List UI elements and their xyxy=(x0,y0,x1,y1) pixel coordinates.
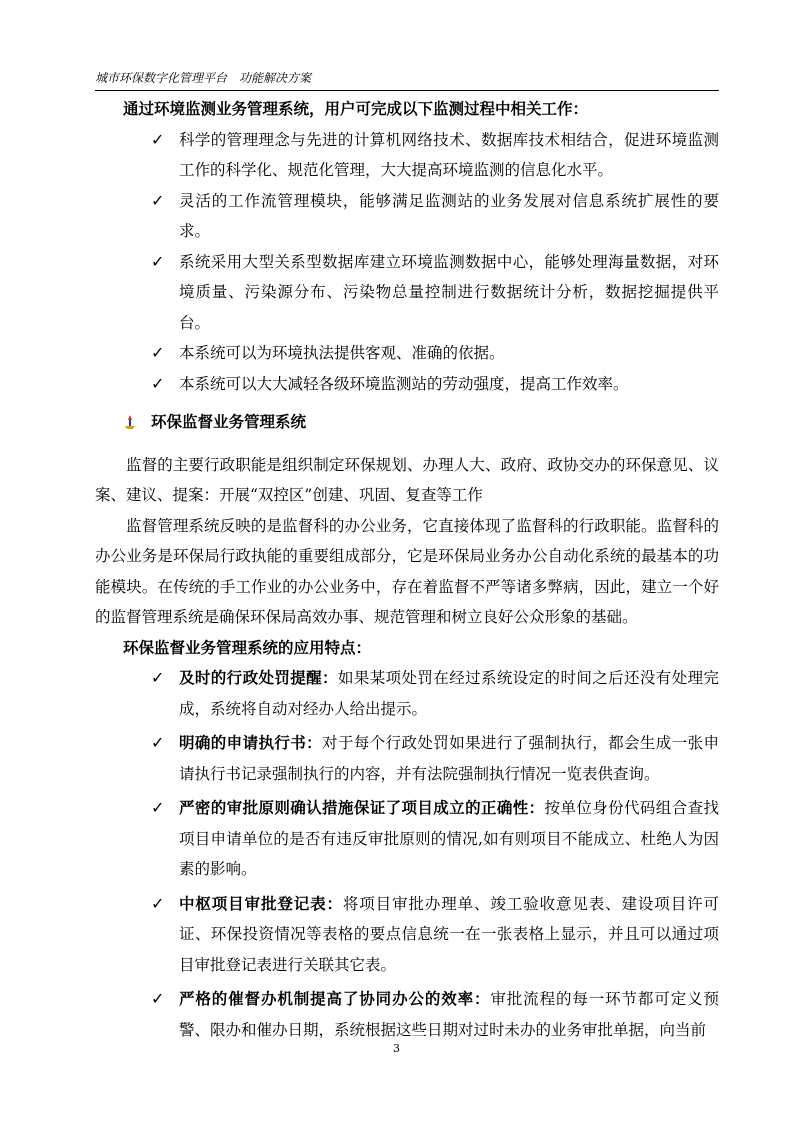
list-item xyxy=(95,793,719,885)
check-icon: ✓ xyxy=(151,373,165,393)
list-item xyxy=(95,663,719,724)
list-item-text: 灵活的工作流管理模块，能够满足监测站的业务发展对信息系统扩展性的要求。 xyxy=(179,191,719,240)
features-checklist xyxy=(95,663,719,1045)
pin-icon xyxy=(123,415,137,429)
section-heading xyxy=(95,407,719,438)
list-item xyxy=(95,338,719,369)
list-item xyxy=(95,369,719,400)
check-icon: ✓ xyxy=(151,989,165,1008)
list-item xyxy=(95,186,719,247)
feature-title: 严格的催督办机制提高了协同办公的效率： xyxy=(179,989,491,1008)
feature-title: 严密的审批原则确认措施保证了项目成立的正确性： xyxy=(179,798,545,817)
features-title: 环保监督业务管理系统的应用特点： xyxy=(123,637,372,657)
feature-text: 如果某项处罚在经过系统设定的时间之后还没有处理完成，系统将自动对经办人给出提示。 xyxy=(179,669,719,718)
list-item-text: 系统采用大型关系型数据库建立环境监测数据中心，能够处理海量数据，对环境质量、污染源分布、污染物总量控制进行数据统计分析，数据挖掘提供平台。 xyxy=(179,252,719,332)
feature-text: 审批流程的每一环节都可定义预警、限办和催办日期，系统根据这些日期对过时未办的业务审批单据，向当前 xyxy=(179,990,719,1039)
list-item xyxy=(95,125,719,186)
list-item xyxy=(95,247,719,339)
page-number: 3 xyxy=(393,1042,400,1055)
monitoring-checklist xyxy=(95,125,719,400)
list-item xyxy=(95,984,719,1045)
list-item-text: 本系统可以大大减轻各级环境监测站的劳动强度，提高工作效率。 xyxy=(179,374,629,393)
list-item-text: 科学的管理理念与先进的计算机网络技术、数据库技术相结合，促进环境监测工作的科学化、规范化管理，大大提高环境监测的信息化水平。 xyxy=(179,130,719,179)
page-header: 城市环保数字化管理平台 功能解决方案 xyxy=(95,71,312,85)
feature-title: 明确的申请执行书： xyxy=(179,733,323,752)
list-item-text: 本系统可以为环境执法提供客观、准确的依据。 xyxy=(179,344,505,362)
paragraph: 监督管理系统反映的是监督科的办公业务，它直接体现了监督科的行政职能。监督科的办公业务是环保局行政执能的重要组成部分，它是环保局业务办公自动化系统的最基本的功能模块。在传统的手工作业的办公业务中，存在着监督不严等诸多弊病，因此，建立一个好的监督管理系统是确保环保局高效办事、规范管理和树立良好公众形象的基础。 xyxy=(95,516,719,626)
feature-title: 及时的行政处罚提醒： xyxy=(179,668,338,687)
header-divider xyxy=(95,90,719,91)
feature-title: 中枢项目审批登记表： xyxy=(179,893,343,913)
paragraph: 监督的主要行政职能是组织制定环保规划、办理人大、政府、政协交办的环保意见、议案、建议、提案：开展“双控区”创建、巩固、复查等工作 xyxy=(95,455,719,504)
check-icon: ✓ xyxy=(151,343,165,362)
page-content xyxy=(95,94,719,1049)
list-item xyxy=(95,728,719,789)
check-icon: ✓ xyxy=(151,251,165,271)
section-heading-text: 环保监督业务管理系统 xyxy=(151,412,307,431)
check-icon: ✓ xyxy=(151,893,165,913)
list-item xyxy=(95,889,719,981)
monitoring-intro: 通过环境监测业务管理系统，用户可完成以下监测过程中相关工作： xyxy=(123,99,589,118)
check-icon: ✓ xyxy=(151,129,165,149)
check-icon: ✓ xyxy=(151,668,165,687)
check-icon: ✓ xyxy=(151,798,165,817)
check-icon: ✓ xyxy=(151,190,165,210)
check-icon: ✓ xyxy=(151,733,165,752)
feature-text: 对于每个行政处罚如果进行了强制执行，都会生成一张申请执行书记录强制执行的内容，并有法院强制执行情况一览表供查询。 xyxy=(179,734,719,783)
feature-text: 将项目审批办理单、竣工验收意见表、建设项目许可证、环保投资情况等表格的要点信息统一在一张表格上显示，并且可以通过项目审批登记表进行关联其它表。 xyxy=(179,894,719,974)
feature-text: 按单位身份代码组合查找项目申请单位的是否有违反审批原则的情况,如有则项目不能成立、杜绝人为因素的影响。 xyxy=(179,799,719,878)
